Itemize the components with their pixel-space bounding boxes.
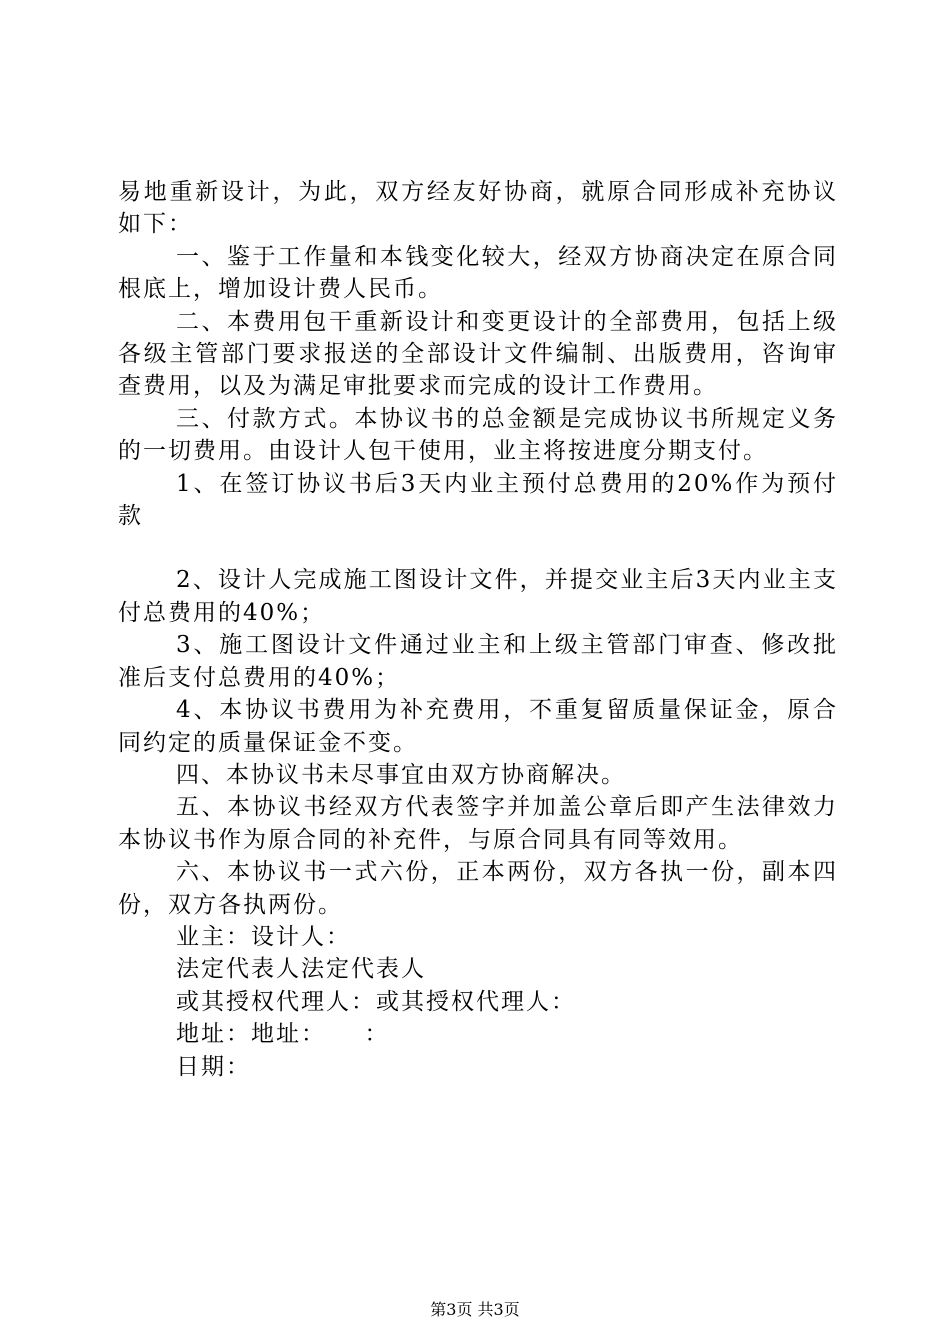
paragraph-clause-2: 二、本费用包干重新设计和变更设计的全部费用，包括上级各级主管部门要求报送的全部设计文件编制、出版费用，咨询审查费用，以及为满足审批要求而完成的设计工作费用。 [118, 308, 838, 400]
page-footer: 第3页 共3页 [430, 1300, 520, 1319]
signature-agent: 或其授权代理人：或其授权代理人： [176, 988, 576, 1015]
paragraph-intro: 易地重新设计，为此，双方经友好协商，就原合同形成补充协议如下： [118, 179, 838, 238]
signature-parties: 业主：设计人： [176, 923, 351, 950]
paragraph-clause-4: 四、本协议书未尽事宜由双方协商解决。 [176, 761, 626, 788]
blank-line [118, 532, 838, 564]
paragraph-clause-6: 六、本协议书一式六份，正本两份，双方各执一份，副本四份，双方各执两份。 [118, 859, 838, 918]
paragraph-payment-3: 3、施工图设计文件通过业主和上级主管部门审查、修改批准后支付总费用的40%； [118, 632, 838, 691]
paragraph-clause-5: 五、本协议书经双方代表签字并加盖公章后即产生法律效力本协议书作为原合同的补充件，与原合同具有同等效用。 [118, 794, 838, 853]
paragraph-clause-3: 三、付款方式。本协议书的总金额是完成协议书所规定义务的一切费用。由设计人包干使用，业主将按进度分期支付。 [118, 405, 838, 465]
paragraph-payment-1: 1、在签订协议书后3天内业主预付总费用的20%作为预付款 [118, 470, 838, 530]
signature-legal-rep: 法定代表人法定代表人 [176, 956, 426, 983]
paragraph-payment-4: 4、本协议书费用为补充费用，不重复留质量保证金，原合同约定的质量保证金不变。 [118, 697, 838, 756]
signature-address: 地址：地址： ： [176, 1021, 390, 1048]
paragraph-payment-2: 2、设计人完成施工图设计文件，并提交业主后3天内业主支付总费用的40%； [118, 567, 838, 626]
signature-date: 日期： [176, 1053, 251, 1080]
paragraph-clause-1: 一、鉴于工作量和本钱变化较大，经双方协商决定在原合同根底上，增加设计费人民币。 [118, 243, 838, 303]
document-body [118, 176, 838, 1083]
